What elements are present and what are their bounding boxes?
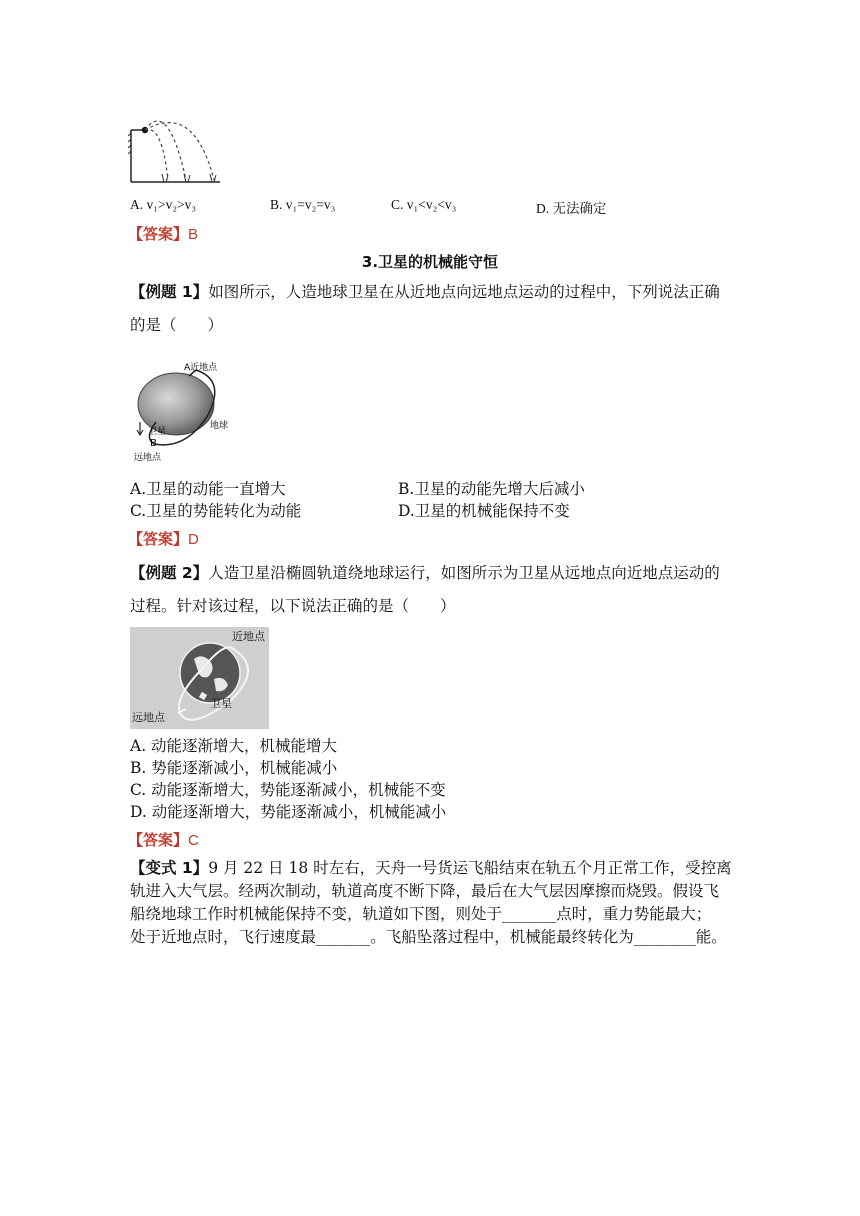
- example2-answer-line: [128, 829, 199, 852]
- example2-option-b: B. 势能逐渐减小，机械能减小: [130, 759, 338, 777]
- section-title: 3.卫星的机械能守恒: [361, 253, 499, 271]
- example2-option-c: C. 动能逐渐增大，势能逐渐减小，机械能不变: [130, 781, 446, 799]
- option-b: B. v₁=v₂=v₃: [270, 197, 336, 212]
- option-a: A. v₁>v₂>v₃: [130, 197, 197, 212]
- example1-answer-line: [128, 528, 199, 551]
- example2-option-a: A. 动能逐渐增大，机械能增大: [130, 737, 338, 755]
- example1-label: 【例题 1】: [130, 283, 209, 301]
- answer-line: [128, 223, 198, 246]
- variant1-text1: 9 月 22 日 18 时左右，天舟一号货运飞船结束在轨五个月正常工作，受控离: [208, 859, 732, 877]
- earth-orbit-figure-2: [130, 627, 269, 729]
- example1-option-c: C.卫星的势能转化为动能: [130, 502, 302, 520]
- example1-answer-label: 【答案】: [128, 530, 189, 548]
- example1-answer-value: D: [188, 531, 199, 548]
- variant1-label: 【变式 1】: [130, 859, 209, 877]
- option-c: C. v₁<v₂<v₃: [391, 197, 457, 212]
- example1-option-d: D.卫星的机械能保持不变: [398, 502, 570, 520]
- answer-label: 【答案】: [128, 225, 189, 243]
- fig1-label-satellite: 卫星: [148, 427, 167, 437]
- example2-label: 【例题 2】: [130, 564, 209, 582]
- example2-answer-value: C: [188, 832, 199, 849]
- variant1-line2: 轨进入大气层。经两次制动，轨道高度不断下降，最后在大气层因摩擦而烧毁。假设飞: [130, 882, 720, 900]
- fig2-label-perigee: 近地点: [232, 630, 265, 643]
- variant1-line3: 船绕地球工作时机械能保持不变，轨道如下图，则处于_______点时，重力势能最大；: [130, 905, 712, 923]
- example1-line1: [130, 281, 720, 303]
- fig2-label-apogee: 远地点: [132, 711, 165, 724]
- example1-option-b: B.卫星的动能先增大后减小: [398, 480, 585, 498]
- example1-text: 如图所示，人造地球卫星在从近地点向远地点运动的过程中，下列说法正确: [208, 283, 720, 301]
- example1-option-a: A.卫星的动能一直增大: [130, 480, 286, 498]
- fig1-label-perigee: A近地点: [184, 363, 218, 373]
- fig1-label-b: B: [150, 438, 157, 449]
- earth-orbit-figure-1: [134, 360, 246, 464]
- fig1-label-apogee: 远地点: [134, 453, 162, 463]
- option-d: D. 无法确定: [536, 201, 607, 216]
- answer-value: B: [188, 226, 199, 243]
- fig1-label-earth: 地球: [210, 421, 229, 431]
- example2-line1: [130, 562, 720, 584]
- fig2-label-satellite: 卫星: [210, 697, 232, 710]
- example2-answer-label: 【答案】: [128, 831, 189, 849]
- variant1-line4: 处于近地点时，飞行速度最_______。飞船坠落过程中，机械能最终转化为________能。: [130, 928, 727, 946]
- variant1-line1: [130, 857, 732, 879]
- example2-text: 人造卫星沿椭圆轨道绕地球运行，如图所示为卫星从远地点向近地点运动的: [208, 564, 720, 582]
- example2-option-d: D. 动能逐渐增大，势能逐渐减小，机械能减小: [130, 803, 447, 821]
- example2-line2: 过程。针对该过程，以下说法正确的是（ ）: [130, 597, 456, 615]
- projectile-figure: [128, 106, 224, 186]
- example1-line2: 的是（ ）: [130, 316, 224, 334]
